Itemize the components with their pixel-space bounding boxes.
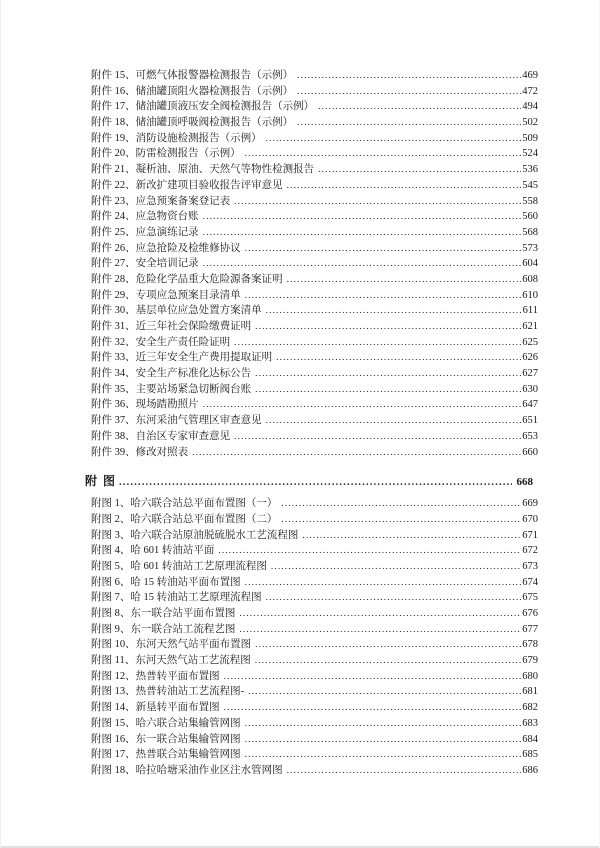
toc-entry-page-number: 669 [522, 498, 538, 510]
leader-dots [245, 748, 522, 764]
toc-entry-label: 附图 8、东一联合站平面布置图 [91, 608, 236, 619]
attachment-toc-entry [91, 194, 538, 210]
attachment-toc-entry [91, 225, 538, 241]
toc-entry-label: 附图 11、东河天然气站工艺流程图 [91, 655, 251, 667]
leader-dots [239, 623, 521, 639]
attachment-toc-entry [91, 319, 538, 335]
toc-entry-label: 附图 9、东一联合站工流程艺图 [91, 623, 236, 635]
figure-toc-entry [91, 637, 538, 653]
attachment-toc-entry [91, 162, 538, 178]
leader-dots [266, 304, 522, 320]
toc-entry-label: 附件 25、应急演练记录 [91, 226, 199, 238]
leader-dots [297, 69, 521, 85]
figure-toc-entry [91, 606, 538, 622]
toc-entry-page-number: 670 [522, 513, 538, 525]
toc-entry-page-number: 611 [522, 305, 538, 317]
toc-entry-label: 附件 18、储油罐顶呼吸阀检测报告（示例） [91, 117, 294, 129]
toc-entry-page-number: 608 [522, 273, 538, 285]
table-of-contents [85, 68, 538, 779]
leader-dots [287, 273, 522, 289]
leader-dots [281, 513, 521, 529]
leader-dots [266, 591, 522, 607]
toc-entry-label: 附件 35、主要站场紧急切断阀台账 [91, 383, 252, 395]
figure-toc-entry [91, 716, 538, 732]
leader-dots [203, 210, 522, 226]
leader-dots [302, 529, 521, 545]
attachment-toc-entry [91, 445, 538, 461]
toc-entry-label: 附件 28、危险化学品重大危险源备案证明 [91, 273, 283, 285]
toc-entry-page-number: 536 [522, 164, 538, 176]
figure-toc-entry [91, 512, 538, 528]
toc-entry-page-number: 630 [522, 383, 538, 395]
leader-dots [281, 497, 521, 513]
leader-dots [266, 414, 522, 430]
leader-dots [255, 320, 521, 336]
toc-entry-label: 附件 23、应急预案备案登记表 [91, 195, 231, 207]
toc-entry-label: 附件 32、安全生产责任险证明 [91, 336, 231, 348]
leader-dots [203, 257, 522, 273]
toc-entry-page-number: 681 [522, 686, 538, 698]
toc-entry-page-number: 672 [522, 545, 538, 557]
toc-entry-page-number: 558 [522, 195, 538, 207]
leader-dots [287, 179, 522, 195]
toc-entry-label: 附件 15、可燃气体报警器检测报告（示例） [91, 70, 294, 81]
figures-heading-label: 附 图 [85, 474, 116, 489]
attachment-toc-entry [91, 68, 538, 84]
leader-dots [318, 163, 521, 179]
attachment-toc-entry [91, 429, 538, 445]
attachment-toc-entry [91, 350, 538, 366]
attachment-toc-entry [91, 99, 538, 115]
attachment-toc-entry [91, 241, 538, 257]
figure-toc-entry [91, 747, 538, 763]
toc-entry-label: 附图 12、热普转平面布置图 [91, 670, 220, 682]
leader-dots [318, 100, 521, 116]
toc-entry-label: 附件 26、应急抢险及检维修协议 [91, 242, 241, 254]
figure-toc-entry [91, 684, 538, 700]
toc-entry-page-number: 502 [522, 117, 538, 129]
toc-entry-label: 附件 24、应急物资台账 [91, 211, 199, 223]
toc-entry-page-number: 685 [522, 749, 538, 761]
leader-dots [224, 670, 522, 686]
figure-toc-entry [91, 669, 538, 685]
toc-entry-label: 附图 4、哈 601 转油站平面 [91, 545, 215, 557]
toc-entry-page-number: 647 [522, 399, 538, 411]
toc-entry-label: 附图 13、热普转油站工艺流程图- [91, 686, 245, 698]
toc-entry-page-number: 568 [522, 226, 538, 238]
toc-entry-label: 附图 3、哈六联合站原油脱硫脱水工艺流程图 [91, 529, 299, 541]
figure-toc-entry [91, 575, 538, 591]
toc-entry-label: 附件 17、储油罐顶液压安全阀检测报告（示例） [91, 101, 315, 113]
figures-heading-page-number: 668 [516, 476, 533, 489]
attachment-toc-entry [91, 272, 538, 288]
toc-entry-label: 附图 18、哈拉哈塘采油作业区注水管网图 [91, 764, 283, 776]
toc-entry-page-number: 524 [522, 148, 538, 160]
toc-entry-label: 附图 2、哈六联合站总平面布置图（二） [91, 513, 278, 525]
toc-entry-page-number: 651 [522, 415, 538, 427]
toc-entry-page-number: 626 [522, 352, 538, 364]
figure-toc-entry [91, 496, 538, 512]
attachment-toc-entry [91, 397, 538, 413]
figures-toc-list [91, 496, 538, 778]
toc-entry-label: 附图 10、东河天然气站平面布置图 [91, 639, 252, 651]
toc-entry-label: 附图 1、哈六联合站总平面布置图（一） [91, 498, 278, 510]
attachment-toc-entry [91, 413, 538, 429]
toc-entry-label: 附图 7、哈 15 转油站工艺原理流程图 [91, 592, 262, 604]
toc-entry-page-number: 678 [522, 639, 538, 651]
attachment-toc-entry [91, 84, 538, 100]
toc-entry-page-number: 676 [522, 608, 538, 619]
toc-entry-page-number: 679 [522, 655, 538, 667]
leader-dots [245, 147, 522, 163]
leader-dots [239, 607, 521, 623]
attachment-toc-entry [91, 115, 538, 131]
toc-entry-label: 附件 36、现场踏勘照片 [91, 399, 199, 411]
leader-dots [203, 398, 522, 414]
attachments-toc-list [91, 68, 538, 460]
figure-toc-entry [91, 653, 538, 669]
toc-entry-page-number: 610 [522, 289, 538, 301]
toc-entry-label: 附件 29、专项应急预案目录清单 [91, 289, 241, 301]
toc-entry-label: 附件 20、防雷检测报告（示例） [91, 148, 241, 160]
leader-dots [119, 475, 511, 491]
toc-entry-page-number: 560 [522, 211, 538, 223]
figure-toc-entry [91, 732, 538, 748]
attachment-toc-entry [91, 178, 538, 194]
attachment-toc-entry [91, 366, 538, 382]
toc-entry-page-number: 671 [522, 529, 538, 541]
leader-dots [234, 336, 521, 352]
toc-entry-page-number: 573 [522, 242, 538, 254]
toc-entry-page-number: 494 [522, 101, 538, 113]
leader-dots [266, 132, 522, 148]
figures-section-heading [85, 474, 538, 490]
toc-entry-label: 附件 30、基层单位应急处置方案清单 [91, 305, 262, 317]
toc-entry-label: 附图 16、东一联合站集输管网图 [91, 733, 241, 745]
toc-entry-page-number: 545 [522, 179, 538, 191]
toc-entry-label: 附件 31、近三年社会保险缴费证明 [91, 321, 252, 332]
toc-entry-label: 附件 34、安全生产标准化达标公告 [91, 368, 252, 380]
attachment-toc-entry [91, 256, 538, 272]
attachment-toc-entry [91, 146, 538, 162]
toc-entry-page-number: 674 [522, 576, 538, 588]
toc-entry-label: 附件 16、储油罐顶阻火器检测报告（示例） [91, 85, 294, 97]
toc-entry-page-number: 653 [522, 430, 538, 442]
toc-entry-label: 附图 17、热普联合站集输管网图 [91, 749, 241, 761]
leader-dots [297, 85, 521, 101]
leader-dots [255, 367, 521, 383]
attachment-toc-entry [91, 209, 538, 225]
figure-toc-entry [91, 622, 538, 638]
figure-toc-entry [91, 763, 538, 779]
toc-entry-page-number: 680 [522, 670, 538, 682]
toc-entry-label: 附件 38、自治区专家审查意见 [91, 430, 231, 442]
toc-entry-page-number: 673 [522, 560, 538, 572]
leader-dots [245, 289, 522, 305]
toc-entry-label: 附图 15、哈六联合站集输管网图 [91, 717, 241, 729]
leader-dots [234, 195, 521, 211]
toc-entry-page-number: 625 [522, 336, 538, 348]
toc-entry-page-number: 472 [522, 85, 538, 97]
toc-entry-page-number: 509 [522, 132, 538, 144]
leader-dots [271, 560, 521, 576]
toc-entry-page-number: 469 [522, 70, 538, 81]
leader-dots [218, 544, 521, 560]
leader-dots [255, 638, 521, 654]
toc-entry-label: 附件 37、东河采油气管理区审查意见 [91, 415, 262, 427]
leader-dots [276, 351, 521, 367]
attachment-toc-entry [91, 131, 538, 147]
leader-dots [297, 116, 521, 132]
toc-entry-label: 附图 5、哈 601 转油站工艺原理流程图 [91, 560, 267, 572]
toc-entry-page-number: 686 [522, 764, 538, 776]
leader-dots [255, 383, 521, 399]
toc-entry-label: 附件 33、近三年安全生产费用提取证明 [91, 352, 273, 364]
attachment-toc-entry [91, 382, 538, 398]
toc-entry-label: 附件 39、修改对照表 [91, 446, 189, 458]
toc-entry-label: 附件 27、安全培训记录 [91, 258, 199, 270]
leader-dots [245, 242, 522, 258]
toc-entry-page-number: 682 [522, 702, 538, 714]
toc-entry-page-number: 604 [522, 258, 538, 270]
toc-entry-page-number: 683 [522, 717, 538, 729]
leader-dots [245, 576, 522, 592]
toc-entry-label: 附图 6、哈 15 转油站平面布置图 [91, 576, 241, 588]
attachment-toc-entry [91, 288, 538, 304]
toc-entry-page-number: 621 [522, 321, 538, 332]
toc-entry-label: 附件 22、新改扩建项目验收报告评审意见 [91, 179, 283, 191]
leader-dots [255, 654, 522, 670]
figure-toc-entry [91, 590, 538, 606]
leader-dots [248, 685, 521, 701]
toc-entry-label: 附件 19、消防设施检测报告（示例） [91, 132, 262, 144]
figure-toc-entry [91, 543, 538, 559]
leader-dots [245, 733, 522, 749]
leader-dots [234, 430, 521, 446]
toc-entry-page-number: 675 [522, 592, 538, 604]
attachment-toc-entry [91, 335, 538, 351]
leader-dots [192, 446, 521, 462]
figure-toc-entry [91, 528, 538, 544]
toc-entry-page-number: 660 [522, 446, 538, 458]
toc-entry-page-number: 627 [522, 368, 538, 380]
toc-entry-label: 附图 14、新垦转平面布置图 [91, 702, 220, 714]
leader-dots [203, 226, 522, 242]
leader-dots [245, 717, 522, 733]
attachment-toc-entry [91, 303, 538, 319]
leader-dots [287, 764, 522, 780]
toc-entry-page-number: 684 [522, 733, 538, 745]
toc-entry-page-number: 677 [522, 623, 538, 635]
leader-dots [224, 701, 522, 717]
figure-toc-entry [91, 700, 538, 716]
figure-toc-entry [91, 559, 538, 575]
toc-entry-label: 附件 21、凝析油、原油、天然气等物性检测报告 [91, 164, 315, 176]
